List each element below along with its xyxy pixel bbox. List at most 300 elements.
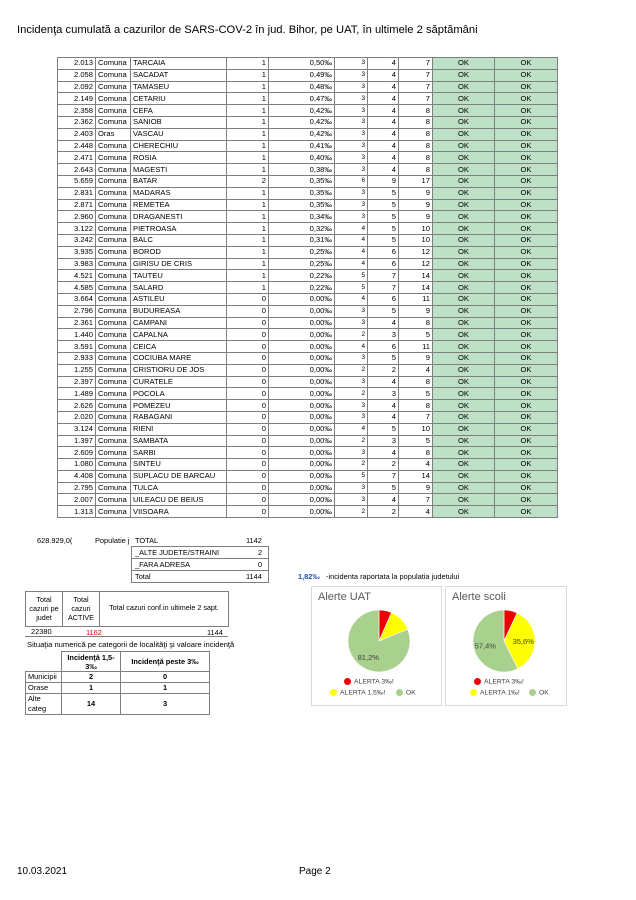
uat-name-cell: SALARD (131, 282, 227, 294)
chart-title: Alerte UAT (318, 591, 371, 603)
chart-title: Alerte scoli (452, 591, 506, 603)
incidence-cell: 0,00‰ (269, 388, 335, 400)
population-cell: 1.397 (58, 435, 96, 447)
uat-name-cell: SINTEU (131, 459, 227, 471)
threshold-15-cell: 4 (368, 128, 399, 140)
threshold-1-cell: 4 (335, 423, 368, 435)
type-cell: Comuna (96, 175, 131, 187)
type-cell: Comuna (96, 317, 131, 329)
type-cell: Comuna (96, 187, 131, 199)
uat-name-cell: SANIOB (131, 116, 227, 128)
incidence-cell: 0,00‰ (269, 341, 335, 353)
legend-item (470, 689, 520, 696)
alert-scoli-cell: OK (495, 388, 558, 400)
incidence-cell: 0,00‰ (269, 376, 335, 388)
total-active-header: Total cazuri ACTIVE (62, 591, 100, 627)
threshold-3-cell: 4 (399, 459, 433, 471)
legend-item (529, 689, 549, 696)
population-cell: 1.489 (58, 388, 96, 400)
cases-cell: 0 (227, 506, 269, 518)
type-cell: Comuna (96, 388, 131, 400)
type-cell: Comuna (96, 199, 131, 211)
type-cell: Comuna (96, 246, 131, 258)
grand-value: 1144 (246, 572, 262, 581)
threshold-3-cell: 7 (399, 494, 433, 506)
alert-scoli-cell: OK (495, 494, 558, 506)
population-cell: 2.960 (58, 211, 96, 223)
fara-value: 0 (258, 560, 263, 569)
alert-scoli-cell: OK (495, 81, 558, 93)
threshold-15-cell: 4 (368, 93, 399, 105)
legend-label: ALERTA 1,5‰! (340, 689, 386, 697)
threshold-3-cell: 8 (399, 400, 433, 412)
threshold-1-cell: 3 (335, 305, 368, 317)
pie-chart-uat (312, 587, 441, 705)
type-cell: Comuna (96, 293, 131, 305)
uat-name-cell: COCIUBA MARE (131, 352, 227, 364)
table-row (58, 164, 558, 176)
population-cell: 2.609 (58, 447, 96, 459)
alert-uat-cell: OK (433, 459, 495, 471)
legend-label: OK (539, 689, 549, 697)
table-row (58, 423, 558, 435)
threshold-3-cell: 8 (399, 447, 433, 459)
threshold-15-cell: 7 (368, 270, 399, 282)
uat-name-cell: TARCAIA (131, 58, 227, 70)
population-cell: 2.643 (58, 164, 96, 176)
table-row (58, 246, 558, 258)
legend-item (396, 689, 416, 696)
alert-uat-cell: OK (433, 341, 495, 353)
type-cell: Comuna (96, 459, 131, 471)
population-cell: 5.659 (58, 175, 96, 187)
alert-scoli-cell: OK (495, 58, 558, 70)
type-cell: Comuna (96, 223, 131, 235)
threshold-3-cell: 10 (399, 234, 433, 246)
cases-cell: 0 (227, 423, 269, 435)
table-row (58, 435, 558, 447)
population-cell: 4.408 (58, 470, 96, 482)
cat-value-a: 14 (62, 694, 121, 715)
alert-scoli-cell: OK (495, 435, 558, 447)
alert-scoli-cell: OK (495, 246, 558, 258)
threshold-15-cell: 3 (368, 329, 399, 341)
alert-uat-cell: OK (433, 293, 495, 305)
population-cell: 3.124 (58, 423, 96, 435)
threshold-15-cell: 4 (368, 152, 399, 164)
uat-name-cell: CETARIU (131, 93, 227, 105)
incidence-cell: 0,00‰ (269, 482, 335, 494)
threshold-1-cell: 3 (335, 352, 368, 364)
threshold-1-cell: 3 (335, 116, 368, 128)
incidence-cell: 0,00‰ (269, 459, 335, 471)
threshold-1-cell: 3 (335, 105, 368, 117)
alert-scoli-cell: OK (495, 270, 558, 282)
cat-value-b: 1 (121, 683, 210, 694)
threshold-1-cell: 3 (335, 411, 368, 423)
cases-cell: 0 (227, 341, 269, 353)
type-cell: Comuna (96, 423, 131, 435)
uat-name-cell: GIRISU DE CRIS (131, 258, 227, 270)
threshold-15-cell: 4 (368, 58, 399, 70)
incidence-cell: 0,00‰ (269, 329, 335, 341)
threshold-3-cell: 4 (399, 506, 433, 518)
threshold-1-cell: 3 (335, 482, 368, 494)
threshold-15-cell: 5 (368, 305, 399, 317)
legend-swatch (470, 689, 477, 696)
incidence-cell: 0,00‰ (269, 423, 335, 435)
threshold-15-cell: 2 (368, 459, 399, 471)
population-cell: 4.521 (58, 270, 96, 282)
uat-name-cell: CRISTIORU DE JOS (131, 364, 227, 376)
table-row (58, 223, 558, 235)
threshold-3-cell: 14 (399, 282, 433, 294)
threshold-15-cell: 6 (368, 341, 399, 353)
legend-swatch (396, 689, 403, 696)
table-row (58, 258, 558, 270)
threshold-1-cell: 5 (335, 282, 368, 294)
incidence-cell: 0,42‰ (269, 105, 335, 117)
alert-uat-cell: OK (433, 81, 495, 93)
population-cell: 2.092 (58, 81, 96, 93)
threshold-3-cell: 7 (399, 81, 433, 93)
alert-scoli-cell: OK (495, 506, 558, 518)
alert-uat-cell: OK (433, 175, 495, 187)
alert-scoli-cell: OK (495, 376, 558, 388)
threshold-3-cell: 9 (399, 482, 433, 494)
cases-cell: 1 (227, 282, 269, 294)
table-row (58, 187, 558, 199)
threshold-1-cell: 3 (335, 164, 368, 176)
cases-cell: 0 (227, 376, 269, 388)
threshold-1-cell: 3 (335, 187, 368, 199)
categories-caption: Situaţia numerică pe categorii de localităţi şi valoare incidenţă (27, 640, 235, 649)
threshold-3-cell: 8 (399, 140, 433, 152)
threshold-3-cell: 7 (399, 93, 433, 105)
cases-cell: 1 (227, 258, 269, 270)
threshold-3-cell: 11 (399, 341, 433, 353)
alert-uat-cell: OK (433, 128, 495, 140)
threshold-3-cell: 8 (399, 376, 433, 388)
table-row (58, 506, 558, 518)
alert-scoli-cell: OK (495, 411, 558, 423)
alert-uat-cell: OK (433, 58, 495, 70)
cases-cell: 1 (227, 81, 269, 93)
population-cell: 2.149 (58, 93, 96, 105)
cases-cell: 0 (227, 352, 269, 364)
threshold-15-cell: 2 (368, 364, 399, 376)
cases-cell: 1 (227, 58, 269, 70)
alert-scoli-cell: OK (495, 447, 558, 459)
alert-scoli-cell: OK (495, 282, 558, 294)
alert-uat-cell: OK (433, 352, 495, 364)
pie-data-label: 81,2% (357, 652, 379, 662)
threshold-1-cell: 3 (335, 376, 368, 388)
cases-cell: 0 (227, 494, 269, 506)
threshold-3-cell: 12 (399, 258, 433, 270)
population-label: Populatie j (95, 536, 130, 545)
population-cell: 2.626 (58, 400, 96, 412)
threshold-1-cell: 3 (335, 140, 368, 152)
population-cell: 2.361 (58, 317, 96, 329)
incidence-cell: 0,47‰ (269, 93, 335, 105)
cases-cell: 2 (227, 175, 269, 187)
alert-uat-cell: OK (433, 329, 495, 341)
threshold-3-cell: 9 (399, 305, 433, 317)
alert-scoli-cell: OK (495, 482, 558, 494)
threshold-15-cell: 5 (368, 234, 399, 246)
table-row (58, 329, 558, 341)
alert-uat-cell: OK (433, 270, 495, 282)
table-row (58, 388, 558, 400)
threshold-15-cell: 4 (368, 447, 399, 459)
cases-cell: 0 (227, 470, 269, 482)
population-cell: 2.831 (58, 187, 96, 199)
alert-uat-cell: OK (433, 435, 495, 447)
alert-uat-cell: OK (433, 246, 495, 258)
alert-uat-cell: OK (433, 211, 495, 223)
threshold-3-cell: 12 (399, 246, 433, 258)
threshold-3-cell: 7 (399, 58, 433, 70)
incidence-value: 1,82‰ (298, 572, 320, 581)
threshold-3-cell: 4 (399, 364, 433, 376)
threshold-3-cell: 8 (399, 105, 433, 117)
threshold-1-cell: 5 (335, 470, 368, 482)
cases-cell: 0 (227, 411, 269, 423)
incidence-cell: 0,00‰ (269, 317, 335, 329)
threshold-3-cell: 7 (399, 69, 433, 81)
threshold-15-cell: 5 (368, 211, 399, 223)
cases-cell: 0 (227, 459, 269, 471)
population-cell: 2.007 (58, 494, 96, 506)
table-row (58, 152, 558, 164)
threshold-3-cell: 5 (399, 329, 433, 341)
alte-value: 2 (258, 548, 263, 557)
alert-uat-cell: OK (433, 234, 495, 246)
uat-name-cell: TAUTEU (131, 270, 227, 282)
alert-scoli-cell: OK (495, 152, 558, 164)
alert-uat-cell: OK (433, 282, 495, 294)
legend-label: ALERTA 1‰! (480, 689, 520, 697)
type-cell: Comuna (96, 411, 131, 423)
alert-uat-cell: OK (433, 69, 495, 81)
cases-cell: 0 (227, 388, 269, 400)
incidence-cell: 0,42‰ (269, 128, 335, 140)
incidence-note: -incidenta raportata la populatia judetului (326, 572, 460, 581)
table-row (58, 482, 558, 494)
type-cell: Comuna (96, 376, 131, 388)
population-cell: 2.358 (58, 105, 96, 117)
threshold-1-cell: 3 (335, 58, 368, 70)
alert-scoli-cell: OK (495, 258, 558, 270)
table-row (58, 58, 558, 70)
threshold-15-cell: 4 (368, 164, 399, 176)
type-cell: Comuna (96, 329, 131, 341)
type-cell: Comuna (96, 152, 131, 164)
type-cell: Comuna (96, 494, 131, 506)
threshold-3-cell: 9 (399, 352, 433, 364)
cases-cell: 0 (227, 400, 269, 412)
alert-scoli-cell: OK (495, 187, 558, 199)
uat-name-cell: CHERECHIU (131, 140, 227, 152)
population-cell: 2.362 (58, 116, 96, 128)
alert-uat-cell: OK (433, 152, 495, 164)
cases-cell: 0 (227, 317, 269, 329)
incidence-cell: 0,40‰ (269, 152, 335, 164)
cat-value-b: 3 (121, 694, 210, 715)
alert-scoli-cell: OK (495, 116, 558, 128)
threshold-1-cell: 4 (335, 293, 368, 305)
threshold-3-cell: 7 (399, 411, 433, 423)
incidence-cell: 0,41‰ (269, 140, 335, 152)
table-row (58, 199, 558, 211)
legend-swatch (474, 678, 481, 685)
uat-name-cell: TULCA (131, 482, 227, 494)
uat-name-cell: BOROD (131, 246, 227, 258)
threshold-1-cell: 3 (335, 81, 368, 93)
population-cell: 3.935 (58, 246, 96, 258)
table-row (58, 317, 558, 329)
alert-scoli-cell: OK (495, 341, 558, 353)
cat-header-b: Incidenţă peste 3‰ (121, 652, 210, 672)
threshold-1-cell: 4 (335, 223, 368, 235)
total-active-value: 1162 (86, 628, 102, 637)
population-cell: 4.585 (58, 282, 96, 294)
threshold-1-cell: 2 (335, 459, 368, 471)
incidence-cell: 0,00‰ (269, 305, 335, 317)
threshold-3-cell: 10 (399, 223, 433, 235)
threshold-1-cell: 3 (335, 152, 368, 164)
uat-name-cell: CURATELE (131, 376, 227, 388)
uat-name-cell: TAMASEU (131, 81, 227, 93)
uat-name-cell: UILEACU DE BEIUS (131, 494, 227, 506)
legend-item (344, 678, 394, 685)
table-row (58, 116, 558, 128)
legend-label: ALERTA 3‰! (354, 678, 394, 686)
corner-cell (26, 652, 62, 672)
threshold-3-cell: 10 (399, 423, 433, 435)
alert-scoli-cell: OK (495, 175, 558, 187)
population-cell: 1.313 (58, 506, 96, 518)
alert-scoli-cell: OK (495, 305, 558, 317)
total-judet-header: Total cazuri pe judet (25, 591, 63, 627)
population-cell: 3.591 (58, 341, 96, 353)
incidence-cell: 0,22‰ (269, 282, 335, 294)
incidence-cell: 0,00‰ (269, 494, 335, 506)
uat-name-cell: CAPALNA (131, 329, 227, 341)
alert-uat-cell: OK (433, 423, 495, 435)
incidence-cell: 0,25‰ (269, 258, 335, 270)
pie-data-label: 35,6% (512, 636, 534, 646)
population-cell: 1.255 (58, 364, 96, 376)
threshold-3-cell: 11 (399, 293, 433, 305)
cases-cell: 1 (227, 152, 269, 164)
incidence-cell: 0,34‰ (269, 211, 335, 223)
uat-name-cell: BATAR (131, 175, 227, 187)
threshold-15-cell: 4 (368, 494, 399, 506)
table-row (58, 282, 558, 294)
legend-label: ALERTA 3‰! (484, 678, 524, 686)
table-row (58, 341, 558, 353)
threshold-15-cell: 5 (368, 423, 399, 435)
type-cell: Comuna (96, 140, 131, 152)
total-2sapt-header: Total cazuri conf.in ultimele 2 sapt. (99, 591, 229, 627)
uat-name-cell: MADARAS (131, 187, 227, 199)
incidence-cell: 0,00‰ (269, 447, 335, 459)
chart-uat (311, 586, 442, 706)
population-cell: 2.795 (58, 482, 96, 494)
threshold-1-cell: 6 (335, 175, 368, 187)
fara-label: _FARA ADRESA (135, 560, 191, 569)
alert-scoli-cell: OK (495, 105, 558, 117)
table-row (58, 400, 558, 412)
incidence-cell: 0,22‰ (269, 270, 335, 282)
cases-cell: 1 (227, 234, 269, 246)
uat-name-cell: SARBI (131, 447, 227, 459)
cases-divider (25, 636, 228, 637)
threshold-3-cell: 8 (399, 317, 433, 329)
cases-cell: 1 (227, 199, 269, 211)
threshold-15-cell: 4 (368, 400, 399, 412)
alert-uat-cell: OK (433, 447, 495, 459)
table-row (58, 140, 558, 152)
threshold-1-cell: 3 (335, 211, 368, 223)
threshold-15-cell: 4 (368, 140, 399, 152)
threshold-15-cell: 5 (368, 352, 399, 364)
legend-label: OK (406, 689, 416, 697)
cases-cell: 1 (227, 105, 269, 117)
legend-swatch (529, 689, 536, 696)
table-row (58, 270, 558, 282)
cases-cell: 1 (227, 69, 269, 81)
type-cell: Comuna (96, 116, 131, 128)
type-cell: Comuna (96, 305, 131, 317)
alert-scoli-cell: OK (495, 293, 558, 305)
table-row (58, 81, 558, 93)
type-cell: Comuna (96, 482, 131, 494)
population-value: 628.929,0( (37, 536, 73, 545)
alert-scoli-cell: OK (495, 93, 558, 105)
alert-uat-cell: OK (433, 140, 495, 152)
type-cell: Comuna (96, 211, 131, 223)
threshold-15-cell: 2 (368, 506, 399, 518)
threshold-15-cell: 4 (368, 69, 399, 81)
alert-uat-cell: OK (433, 164, 495, 176)
threshold-3-cell: 8 (399, 116, 433, 128)
cat-header-a: Incidenţă 1,5-3‰ (62, 652, 121, 672)
type-cell: Comuna (96, 164, 131, 176)
table-row (58, 411, 558, 423)
threshold-15-cell: 4 (368, 317, 399, 329)
type-cell: Comuna (96, 58, 131, 70)
incidence-cell: 0,35‰ (269, 199, 335, 211)
threshold-1-cell: 2 (335, 364, 368, 376)
incidence-cell: 0,38‰ (269, 164, 335, 176)
alert-scoli-cell: OK (495, 400, 558, 412)
alte-label: _ALTE JUDETE/STRAINI (135, 548, 220, 557)
legend-item (330, 689, 385, 696)
threshold-15-cell: 4 (368, 81, 399, 93)
cases-cell: 1 (227, 116, 269, 128)
pie-chart-scoli (446, 587, 566, 705)
alert-uat-cell: OK (433, 199, 495, 211)
incidence-cell: 0,48‰ (269, 81, 335, 93)
population-cell: 2.471 (58, 152, 96, 164)
alert-uat-cell: OK (433, 506, 495, 518)
threshold-3-cell: 8 (399, 128, 433, 140)
threshold-1-cell: 2 (335, 506, 368, 518)
cases-cell: 0 (227, 364, 269, 376)
